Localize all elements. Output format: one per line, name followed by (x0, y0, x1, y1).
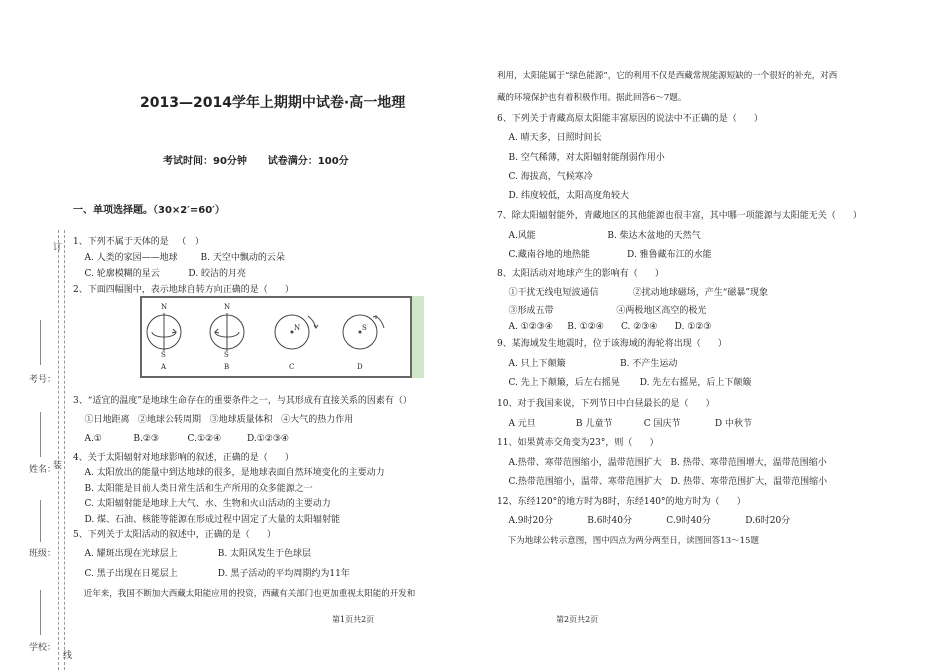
question-line: 9、某海域发生地震时，位于该海域的海轮将出现（ ） (497, 339, 727, 349)
question-line: C. 轮廓模糊的星云 D. 皎洁的月亮 (73, 269, 246, 279)
globe-a (147, 313, 181, 351)
globe-c-center: N (294, 324, 301, 332)
passage-line: 藏的环境保护也有着积极作用。据此回答6～7题。 (497, 93, 687, 103)
binding-label-class: 班级： (29, 549, 57, 559)
exam-meta: 考试时间：90分钟 试卷满分：100分 (163, 156, 349, 167)
earth-rotation-figure (140, 296, 412, 378)
binding-label-name: 姓名： (29, 465, 57, 475)
question-line: 下为地球公转示意图，图中四点为两分两至日，读图回答13～15题 (497, 536, 759, 546)
question-line: 10、对于我国来说，下列节日中白昼最长的是（ ） (497, 399, 715, 409)
globe-b-south: S (224, 351, 229, 359)
question-line: A 元旦 B 儿童节 C 国庆节 D 中秋节 (497, 419, 752, 429)
question-line: 1、下列不属于天体的是 （ ） (73, 237, 204, 247)
globe-b-north: N (224, 303, 231, 311)
question-line: 近年来，我国不断加大西藏太阳能应用的投资，西藏有关部门也更加重视太阳能的开发和 (73, 589, 416, 599)
globe-d (343, 315, 384, 349)
question-line: C.藏南谷地的地热能 D. 雅鲁藏布江的水能 (497, 250, 712, 260)
globe-b (210, 313, 244, 351)
binding-line-outer (58, 230, 59, 670)
school-blank (40, 590, 41, 635)
question-line: B. 空气稀薄，对太阳辐射能削弱作用小 (497, 153, 665, 163)
question-line: A. 人类的家园——地球 B. 天空中飘动的云朵 (73, 253, 285, 263)
question-line: 7、除太阳辐射能外，青藏地区的其他能源也很丰富，其中哪一项能源与太阳能无关（ ） (497, 211, 862, 221)
binding-mark-zhuang: 装 (53, 461, 63, 471)
binding-mark-xian: 线 (63, 651, 73, 661)
question-line: 11、如果黄赤交角变为23°，则（ ） (497, 438, 659, 448)
question-line: A. 只上下颠簸 B. 不产生运动 (497, 359, 678, 369)
question-line: A.风能 B. 柴达木盆地的天然气 (497, 231, 701, 241)
question-line: D. 纬度较低，太阳高度角较大 (497, 191, 630, 201)
question-line: 6、下列关于青藏高原太阳能丰富原因的说法中不正确的是（ ） (497, 114, 763, 124)
question-line: A.热带、寒带范围缩小，温带范围扩大 B. 热带、寒带范围增大，温带范围缩小 (497, 458, 827, 468)
name-blank (40, 412, 41, 457)
binding-mark-ding: 订 (53, 243, 63, 253)
question-line: A.① B.②③ C.①②④ D.①②③④ (73, 434, 289, 444)
globe-c-label: C (289, 363, 295, 371)
question-line: C. 先上下颠簸，后左右摇晃 D. 先左右摇晃，后上下颠簸 (497, 378, 752, 388)
class-blank (40, 500, 41, 542)
question-line: B. 太阳能是目前人类日常生活和生产所用的众多能源之一 (73, 484, 313, 494)
question-line: C. 海拔高，气候寒冷 (497, 172, 593, 182)
question-line: ①日地距离 ②地球公转周期 ③地球质量体积 ④大气的热力作用 (73, 415, 354, 425)
question-line: 5、下列关于太阳活动的叙述中，正确的是（ ） (73, 530, 276, 540)
question-line: C. 黑子出现在日冕层上 D. 黑子活动的平均周期约为11年 (73, 569, 350, 579)
question-line: C. 太阳辐射能是地球上大气、水、生物和火山活动的主要动力 (73, 499, 331, 509)
question-line: A. ①②③④ B. ①②④ C. ②③④ D. ①②③ (497, 322, 712, 332)
passage-line: 利用，太阳能属于“绿色能源”，它的利用不仅是西藏常规能源短缺的一个很好的补充，对西 (497, 71, 838, 81)
globe-d-label: D (357, 363, 363, 371)
question-line: 3、“适宜的温度”是地球生命存在的重要条件之一，与其形成有直接关系的因素有（） (73, 396, 412, 406)
globe-a-label: A (161, 363, 167, 371)
globes-svg (142, 298, 410, 376)
globe-c (275, 315, 318, 349)
question-line: D. 煤、石油、核能等能源在形成过程中固定了大量的太阳辐射能 (73, 515, 341, 525)
page-footer-right: 第2页共2页 (556, 615, 599, 624)
exam-number-blank (40, 320, 41, 365)
binding-label-exam-number: 考号： (29, 375, 57, 385)
question-line: 4、关于太阳辐射对地球影响的叙述，正确的是（ ） (73, 453, 294, 463)
page-footer-left: 第1页共2页 (332, 615, 375, 624)
question-line: ③形成五带 ④两极地区高空的极光 (497, 306, 707, 316)
section-heading: 一、单项选择题。（30×2′=60′） (73, 205, 225, 216)
question-line: A.9时20分 B.6时40分 C.9时40分 D.6时20分 (497, 516, 791, 526)
question-line: A. 晴天多，日照时间长 (497, 133, 602, 143)
question-line: 12、东经120°的地方时为8时，东经140°的地方时为（ ） (497, 497, 746, 507)
question-line: ①干扰无线电短波通信 ②扰动地球磁场，产生“磁暴”现象 (497, 288, 768, 298)
globe-a-south: S (161, 351, 166, 359)
question-line: A. 太阳放出的能量中到达地球的很多，是地球表面自然环境变化的主要动力 (73, 468, 385, 478)
binding-line-inner (64, 230, 65, 670)
question-line: C.热带范围缩小，温带、寒带范围扩大 D. 热带、寒带范围扩大，温带范围缩小 (497, 477, 828, 487)
question-line: A. 耀斑出现在光球层上 B. 太阳风发生于色球层 (73, 549, 312, 559)
question-line: 8、太阳活动对地球产生的影响有（ ） (497, 269, 664, 279)
exam-title: 2013—2014学年上期期中试卷·高一地理 (140, 95, 406, 111)
question-line: 2、下面四幅图中，表示地球自转方向正确的是（ ） (73, 285, 294, 295)
binding-label-school: 学校： (29, 643, 57, 653)
globe-a-north: N (161, 303, 168, 311)
globe-b-label: B (224, 363, 230, 371)
globe-d-center: S (362, 324, 367, 332)
